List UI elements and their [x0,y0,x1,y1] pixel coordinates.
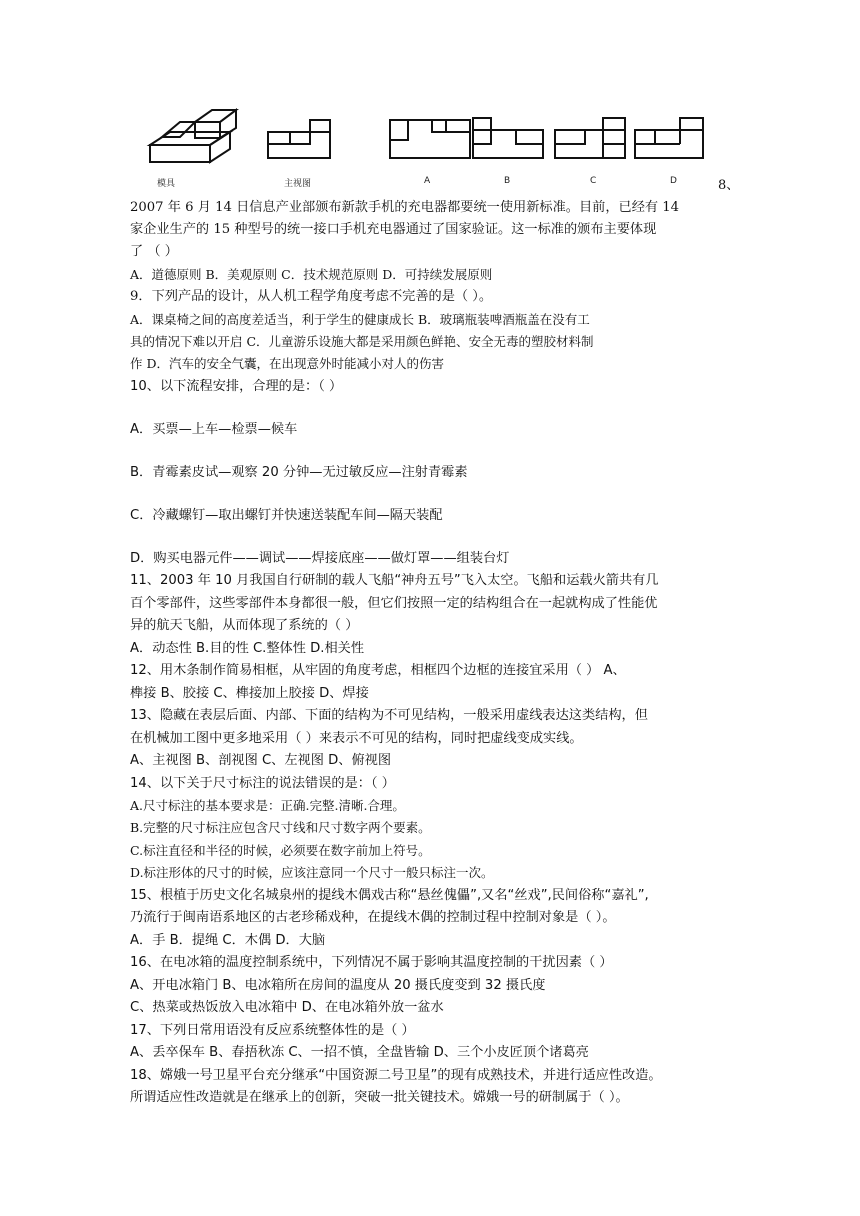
option-c-view [555,118,625,158]
text-line: D.标注形体的尺寸的时候，应该注意同一个尺寸一般只标注一次。 [130,865,494,880]
text-line: 具的情况下难以开启 C．儿童游乐设施大都是采用颜色鲜艳、安全无毒的塑胶材料制 [130,334,594,349]
text-line: 作 D．汽车的安全气囊，在出现意外时能减小对人的伤害 [130,356,444,371]
text-line: 所谓适应性改造就是在继承上的创新，突破一批关键技术。嫦娥一号的研制属于（ ）。 [130,1090,629,1105]
text-line: 12、用木条制作简易相框，从牢固的角度考虑，相框四个边框的连接宜采用（ ） A、 [130,663,626,678]
model-isometric [150,110,236,162]
caption-b: B [504,176,511,186]
text-line: 在机械加工图中更多地采用（ ）来表示不可见的结构，同时把虚线变成实线。 [130,731,583,746]
text-line: 10、以下流程安排，合理的是：（ ） [130,379,343,394]
caption-a: A [424,176,431,186]
caption-model: 模具 [157,179,176,189]
caption-c: C [590,176,597,186]
text-line: A、主视图 B、剖视图 C、左视图 D、俯视图 [130,753,392,768]
text-line: 18、嫦娥一号卫星平台充分继承“中国资源二号卫星”的现有成熟技术，并进行适应性改造。 [130,1068,662,1083]
text-line: 家企业生产的 15 种型号的统一接口手机充电器通过了国家验证。这一标准的颁布主要体现 [130,222,657,237]
text-line: D．购买电器元件——调试——焊接底座——做灯罩——组装台灯 [130,551,510,566]
text-line: A、丢卒保车 B、春捂秋冻 C、一招不慎，全盘皆输 D、三个小皮匠顶个诸葛亮 [130,1045,589,1060]
text-line: C．冷藏螺钉—取出螺钉并快速送装配车间—隔天装配 [130,508,443,523]
text-line: 百个零部件，这些零部件本身都很一般，但它们按照一定的结构组合在一起就构成了性能优 [130,596,658,611]
text-line: 16、在电冰箱的温度控制系统中，下列情况不属于影响其温度控制的干扰因素（ ） [130,955,613,970]
text-line: C.标注直径和半径的时候，必须要在数字前加上符号。 [130,843,431,858]
text-line: A.尺寸标注的基本要求是：正确.完整.清晰.合理。 [130,798,405,813]
text-line: 17、下列日常用语没有反应系统整体性的是（ ） [130,1023,415,1038]
text-line: A．课桌椅之间的高度差适当，利于学生的健康成长 B．玻璃瓶装啤酒瓶盖在没有工 [130,312,590,327]
caption-d: D [670,176,677,186]
option-a-view [390,120,470,158]
text-line: B.完整的尺寸标注应包含尺寸线和尺寸数字两个要素。 [130,820,431,835]
question-8-number: 8、 [718,178,740,193]
text-line: A．手 B．提绳 C．木偶 D．大脑 [130,933,326,948]
option-b-view [473,118,543,158]
three-view-figure [140,100,740,190]
text-line: A．动态性 B.目的性 C.整体性 D.相关性 [130,641,365,656]
option-d-view [635,118,703,158]
text-line: A．买票—上车—检票—候车 [130,422,298,437]
text-line: 乃流行于闽南语系地区的古老珍稀戏种，在提线木偶的控制过程中控制对象是（ ）。 [130,910,616,925]
text-line: A、开电冰箱门 B、电冰箱所在房间的温度从 20 摄氏度变到 32 摄氏度 [130,978,546,993]
text-line: 9．下列产品的设计，从人机工程学角度考虑不完善的是（ ）。 [130,289,493,304]
text-line: A．道德原则 B．美观原则 C．技术规范原则 D．可持续发展原则 [130,267,493,282]
text-line: 11、2003 年 10 月我国自行研制的载人飞船“神舟五号”飞入太空。飞船和运载火箭共有几 [130,573,659,588]
caption-main-view: 主视图 [284,179,312,189]
text-line: 异的航天飞船，从而体现了系统的（ ） [130,618,359,633]
text-line: 13、隐藏在表层后面、内部、下面的结构为不可见结构，一般采用虚线表达这类结构，但 [130,708,648,723]
text-line: 榫接 B、胶接 C、榫接加上胶接 D、焊接 [130,686,369,701]
text-line: 14、以下关于尺寸标注的说法错误的是：（ ） [130,776,395,791]
views-drawing [140,100,740,180]
text-line: C、热菜或热饭放入电冰箱中 D、在电冰箱外放一盆水 [130,1000,444,1015]
text-line: 了 （ ） [130,244,178,259]
text-line: B．青霉素皮试—观察 20 分钟—无过敏反应—注射青霉素 [130,465,468,480]
text-line: 2007 年 6 月 14 日信息产业部颁布新款手机的充电器都要统一使用新标准。目前，已经有 14 [130,200,680,215]
text-line: 15、根植于历史文化名城泉州的提线木偶戏古称“悬丝傀儡”,又名“丝戏”,民间俗称“嘉礼”, [130,888,649,903]
main-view [268,120,330,158]
